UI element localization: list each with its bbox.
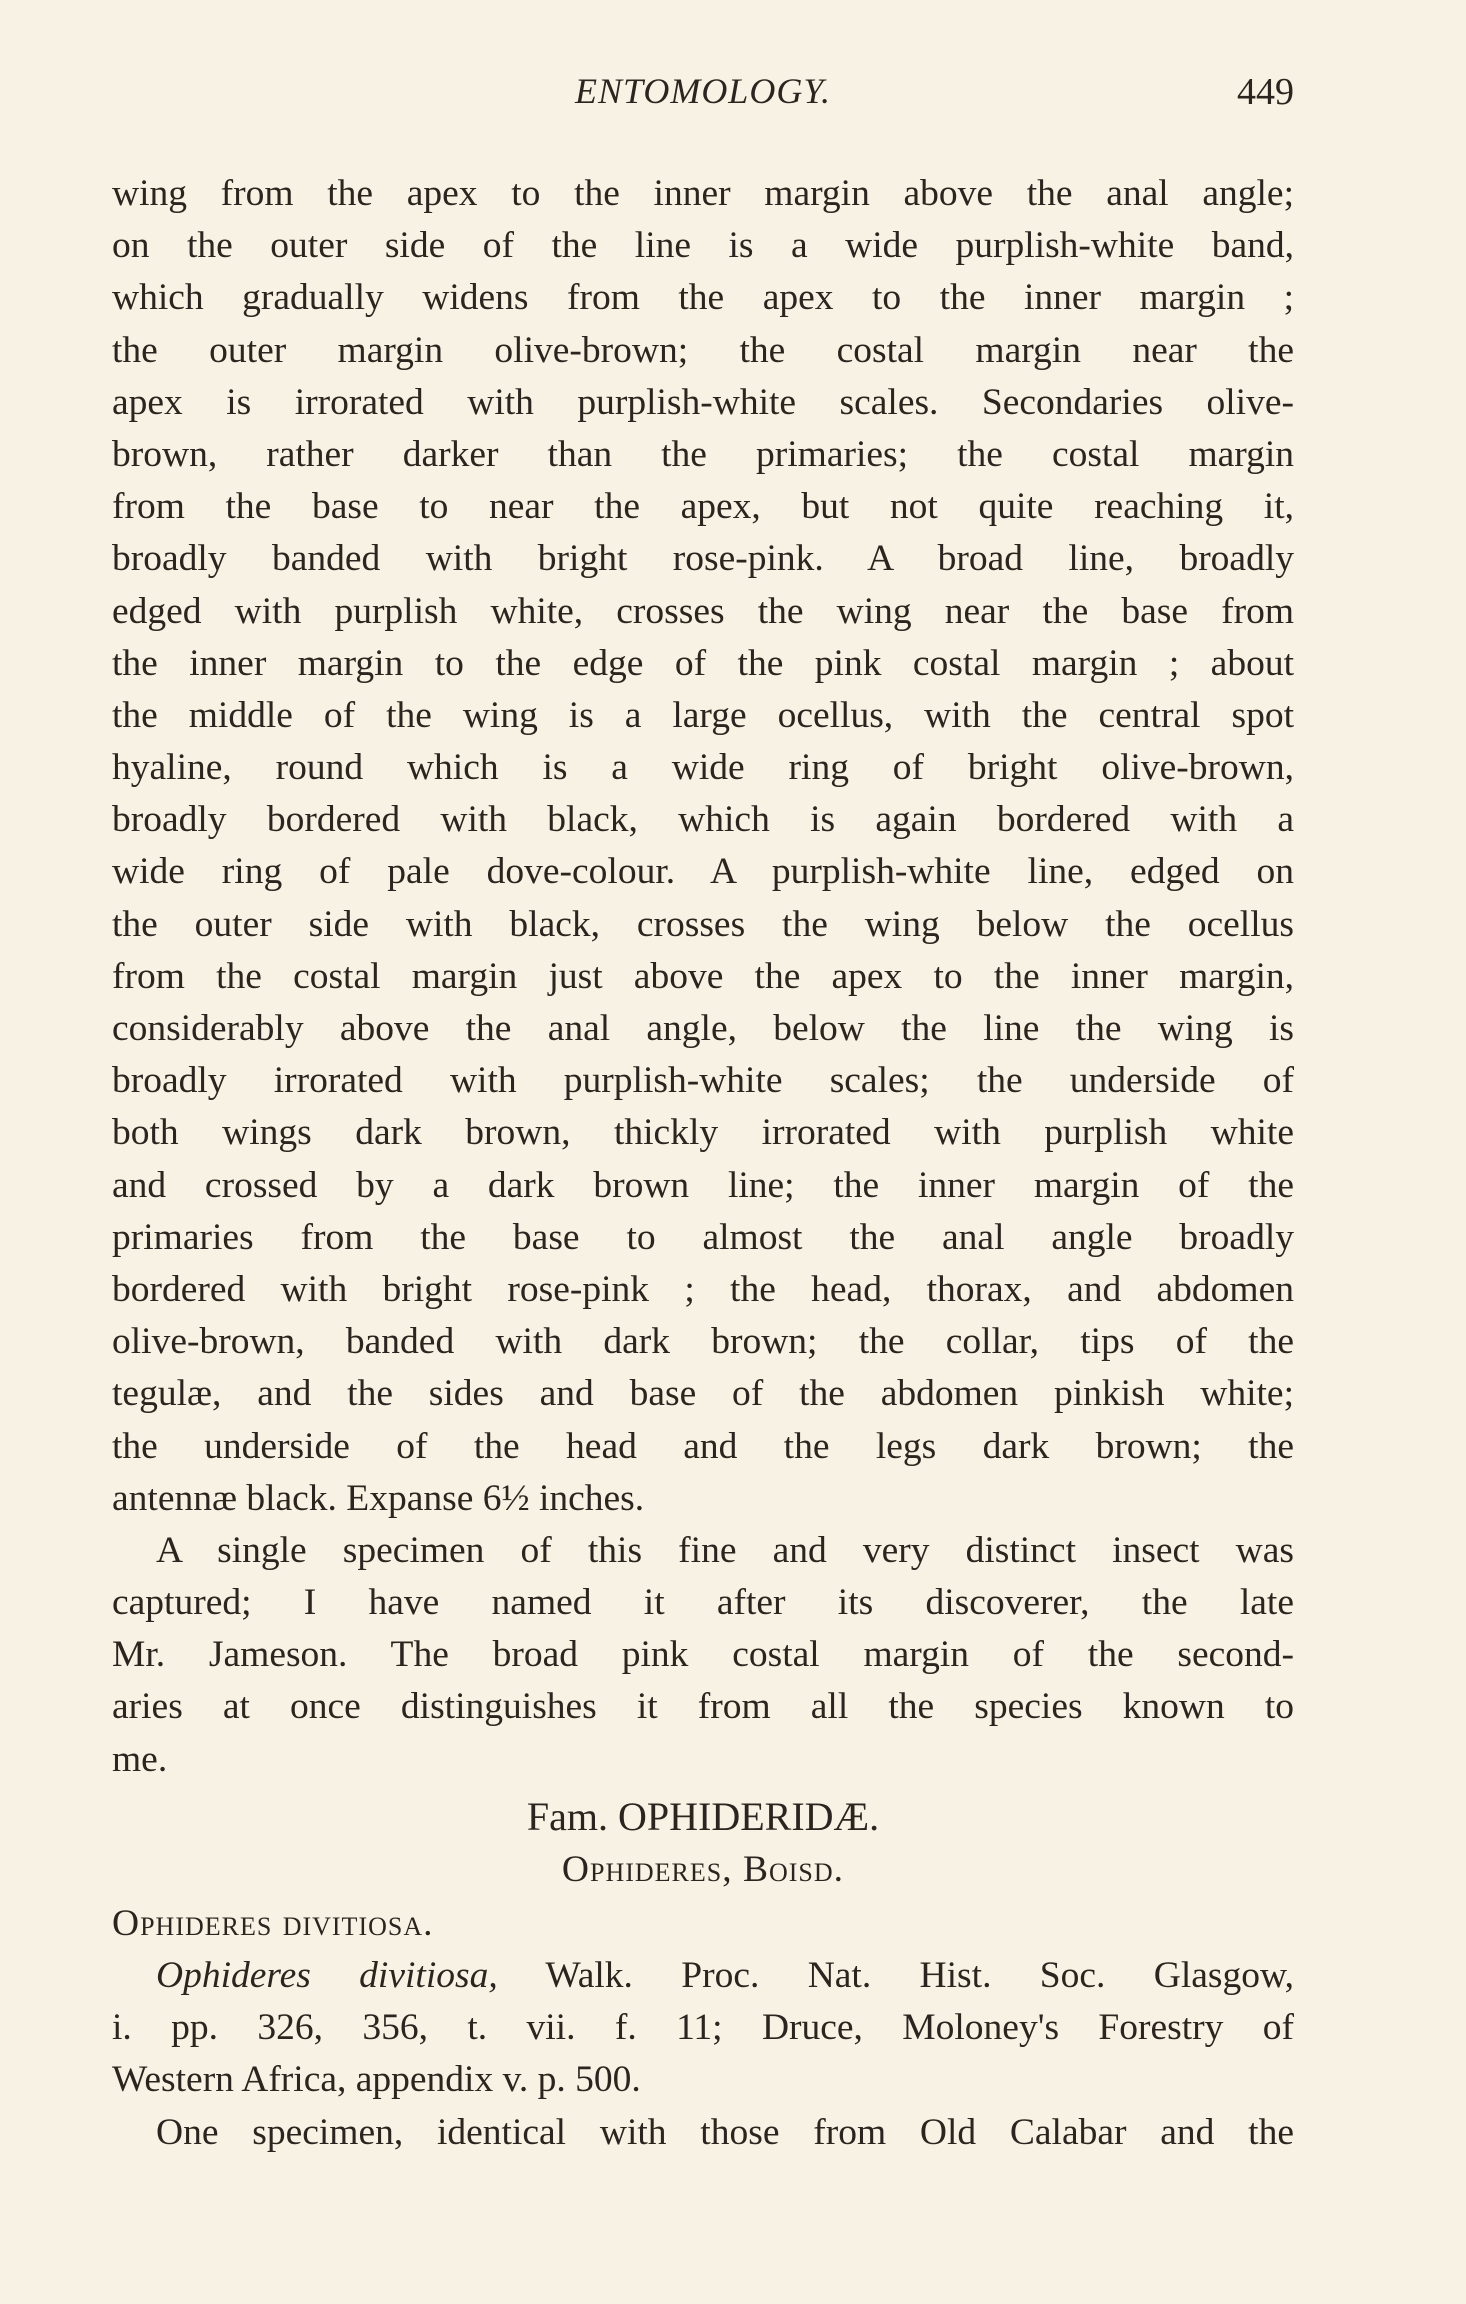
text-line: me. (112, 1738, 168, 1780)
text-line: edged with purplish white, crosses the wing near the base from (112, 590, 1294, 632)
genus-heading: Ophideres, Boisd. (561, 1848, 845, 1890)
citation-source: Walk. Proc. Nat. Hist. Soc. Glasgow, (497, 1955, 1294, 1996)
species-heading: Ophideres divitiosa. (112, 1902, 434, 1944)
text-line: broadly bordered with black, which is again bordered with a (112, 799, 1294, 841)
text-line: from the base to near the apex, but not quite reaching it, (112, 486, 1294, 528)
text-line: bordered with bright rose-pink ; the head, thorax, and abdomen (112, 1268, 1294, 1310)
citation-line (112, 1950, 1294, 2002)
text-line: wide ring of pale dove-colour. A purplish-white line, edged on (112, 851, 1294, 893)
text-line: the middle of the wing is a large ocellus, with the central spot (112, 694, 1294, 736)
text-line: wing from the apex to the inner margin above the anal angle; (112, 173, 1294, 214)
running-head (112, 70, 1294, 120)
text-line: both wings dark brown, thickly irrorated with purplish white (112, 1112, 1294, 1154)
text-line: broadly irrorated with purplish-white scales; the underside of (112, 1060, 1294, 1102)
text-line: apex is irrorated with purplish-white scales. Secondaries olive- (112, 381, 1294, 423)
text-line: Mr. Jameson. The broad pink costal margin of the second- (112, 1634, 1294, 1676)
text-line: One specimen, identical with those from Old Calabar and the (156, 2111, 1294, 2153)
citation-line: Western Africa, appendix v. p. 500. (112, 2059, 641, 2101)
family-heading: Fam. OPHIDERIDÆ. (526, 1793, 880, 1839)
paragraph-remarks (112, 1525, 1294, 1786)
text-line: from the costal margin just above the apex to the inner margin, (112, 955, 1294, 997)
text-line: antennæ black. Expanse 6½ inches. (112, 1477, 645, 1519)
text-line: tegulæ, and the sides and base of the abdomen pinkish white; (112, 1373, 1294, 1415)
text-line: olive-brown, banded with dark brown; the collar, tips of the (112, 1321, 1294, 1363)
text-line: the inner margin to the edge of the pink costal margin ; about (112, 642, 1294, 684)
text-line: primaries from the base to almost the anal angle broadly (112, 1216, 1294, 1258)
text-line: and crossed by a dark brown line; the inner margin of the (112, 1164, 1294, 1206)
text-line: the underside of the head and the legs dark brown; the (112, 1425, 1294, 1467)
text-line: brown, rather darker than the primaries; the costal margin (112, 433, 1294, 475)
running-title: ENTOMOLOGY. (574, 71, 832, 111)
citation-line: i. pp. 326, 356, t. vii. f. 11; Druce, Moloney's Forestry of (112, 2007, 1294, 2049)
text-line: considerably above the anal angle, below the line the wing is (112, 1008, 1294, 1049)
text-line: hyaline, round which is a wide ring of bright olive-brown, (112, 747, 1294, 789)
text-line: A single specimen of this fine and very distinct insect was (156, 1529, 1294, 1571)
species-name: Ophideres divitiosa, (156, 1955, 498, 1996)
text-line: the outer margin olive-brown; the costal margin near the (112, 329, 1294, 371)
page-number: 449 (1237, 71, 1294, 113)
text-line: the outer side with black, crosses the wing below the ocellus (112, 903, 1294, 945)
text-line: captured; I have named it after its discoverer, the late (112, 1582, 1294, 1624)
text-line: aries at once distinguishes it from all the species known to (112, 1686, 1294, 1728)
text-line: which gradually widens from the apex to the inner margin ; (112, 277, 1294, 319)
paragraph-species-description (112, 168, 1294, 1525)
body-text (112, 168, 1294, 2159)
text-line: broadly banded with bright rose-pink. A broad line, broadly (112, 538, 1294, 580)
text-line: on the outer side of the line is a wide purplish-white band, (112, 225, 1294, 267)
citation (112, 1950, 1294, 2107)
